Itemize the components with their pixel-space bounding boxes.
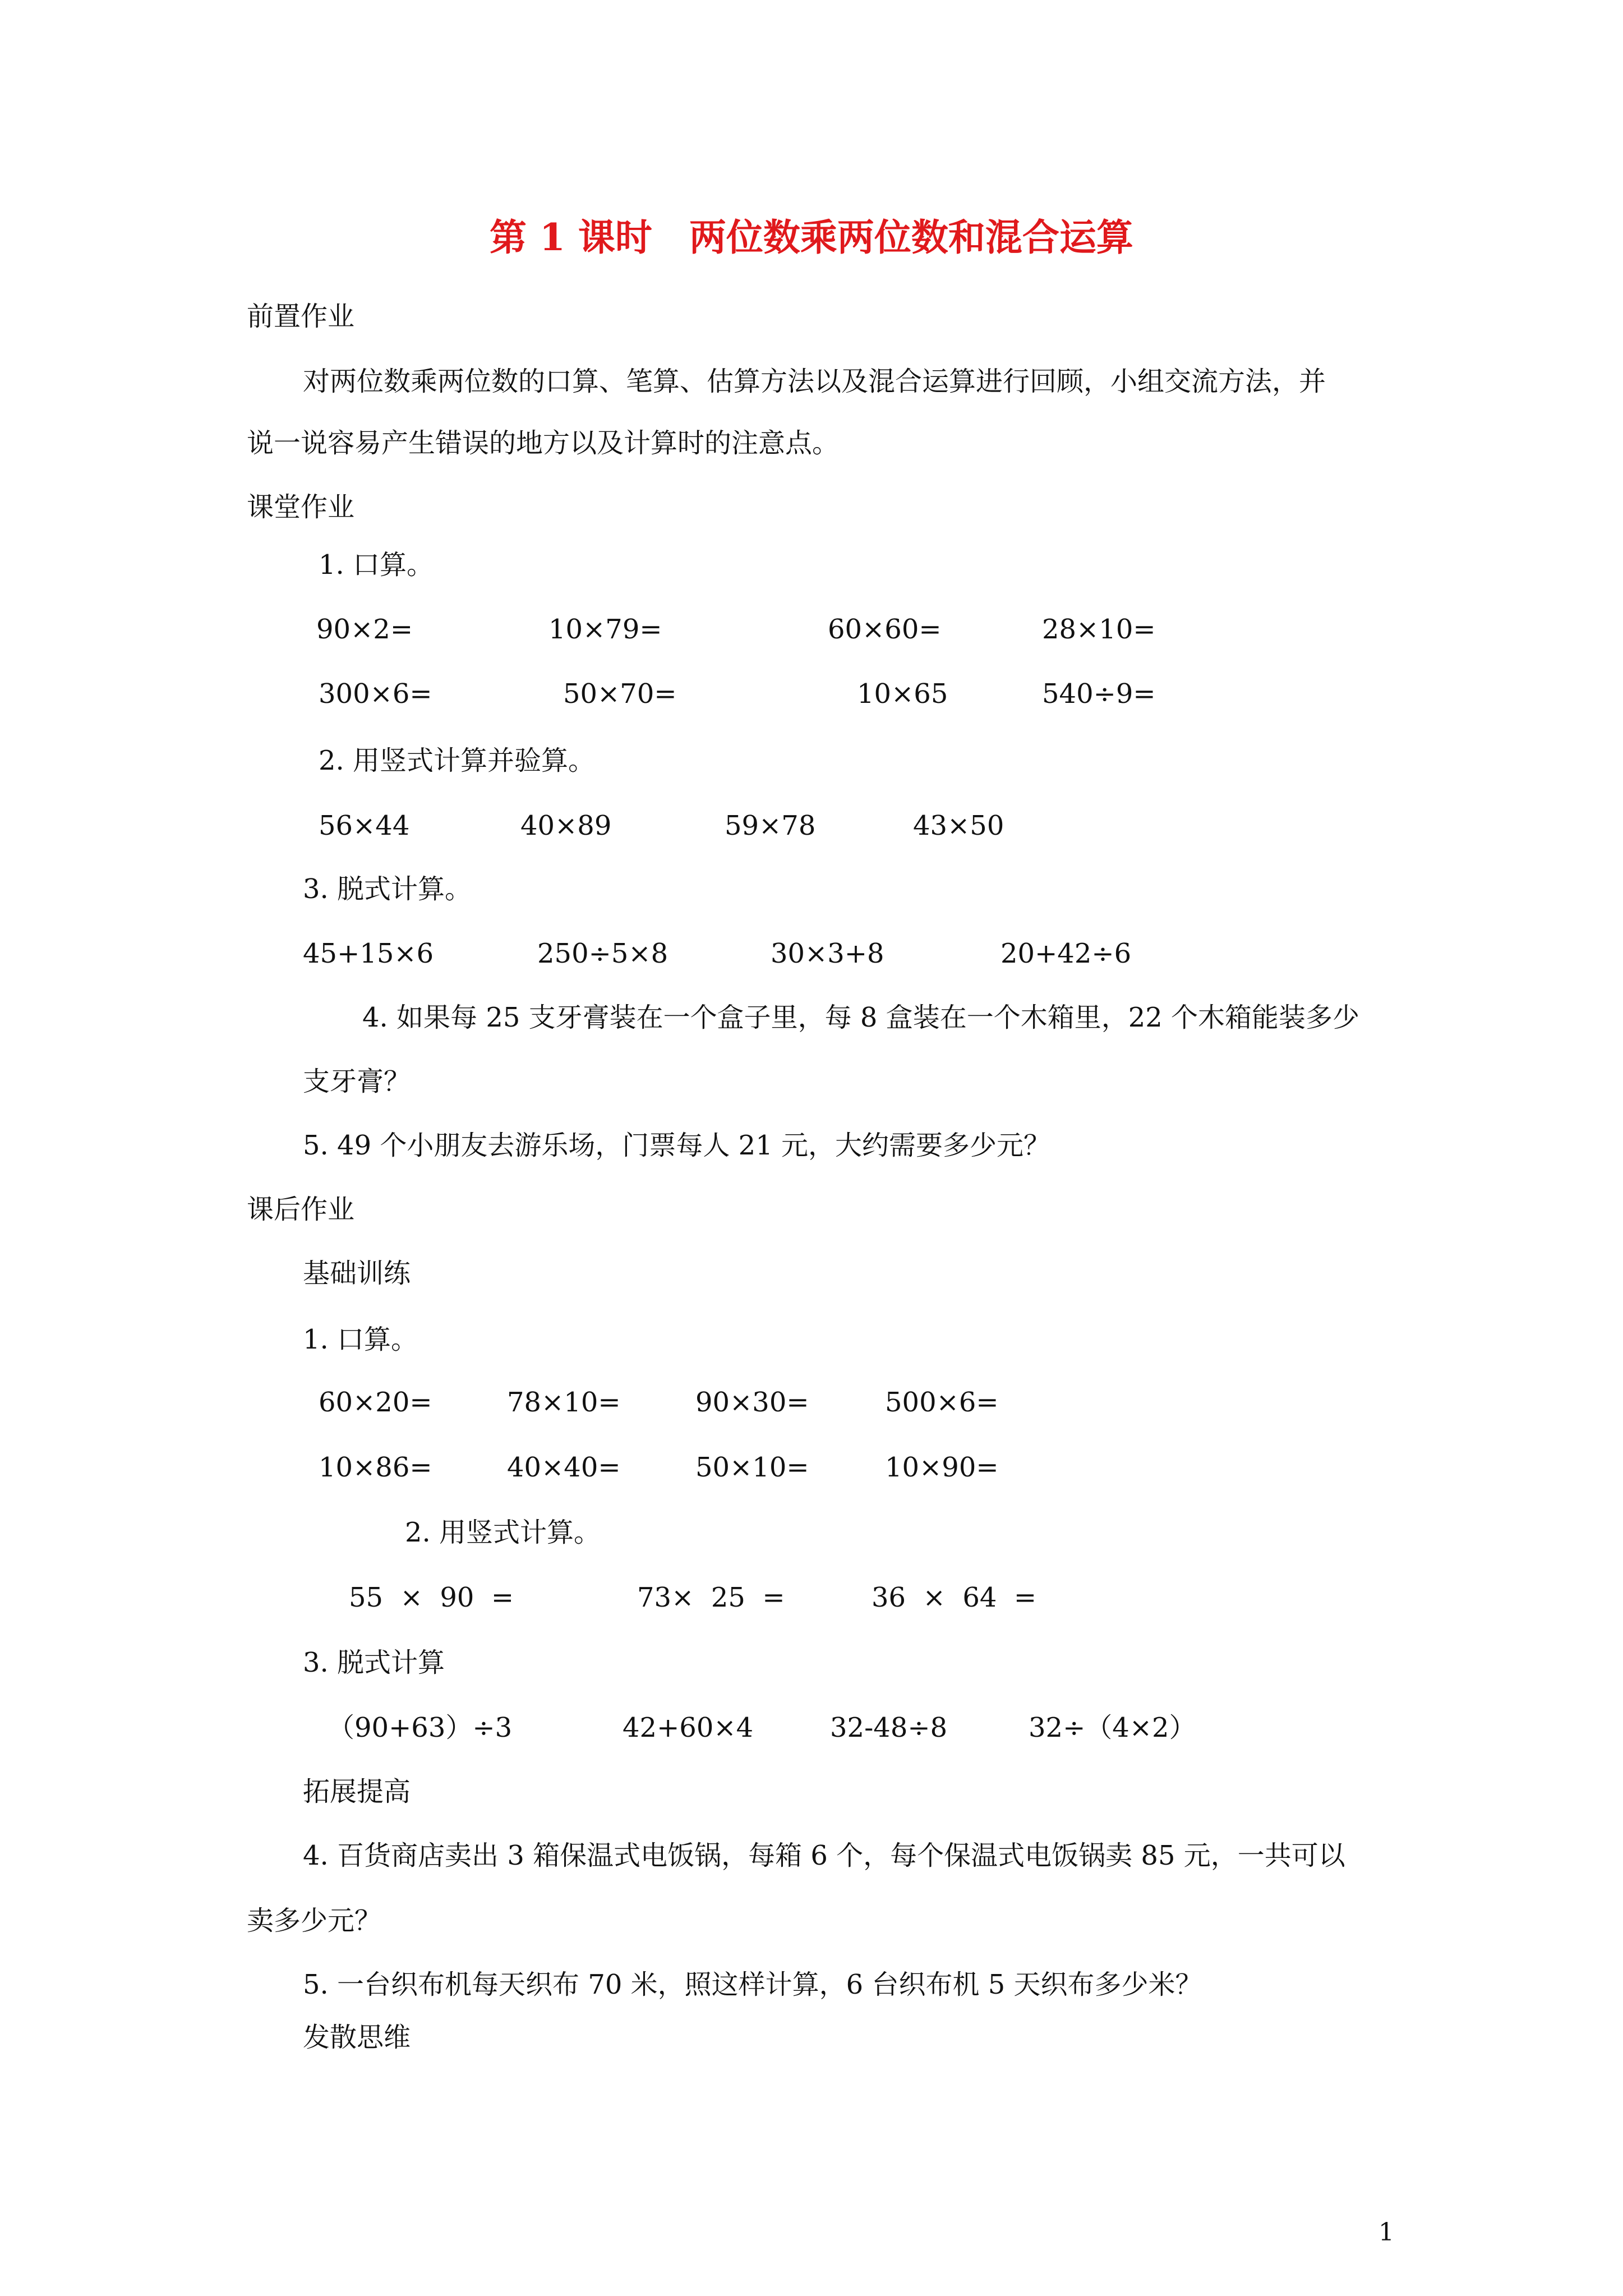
class-q1-item: 10×79= [548, 614, 662, 645]
after-q1-item: 50×10= [695, 1452, 809, 1483]
after-q1-title: 1. 口算。 [303, 1324, 418, 1355]
after-homework-heading: 课后作业 [247, 1194, 355, 1225]
after-q1-item: 90×30= [695, 1387, 809, 1418]
after-q1-item: 10×86= [319, 1452, 432, 1483]
after-q1-item: 10×90= [885, 1452, 999, 1483]
after-q2-item: 73× 25 = [637, 1582, 785, 1613]
extend-heading: 拓展提高 [303, 1776, 411, 1807]
class-q3-item: 20+42÷6 [1000, 938, 1132, 969]
divergent-thinking-heading: 发散思维 [303, 2022, 411, 2053]
class-q4-line2: 支牙膏？ [303, 1066, 411, 1097]
class-q2-item: 56×44 [319, 810, 410, 841]
class-q1-item: 540÷9= [1042, 678, 1156, 710]
after-q3-item: 42+60×4 [623, 1712, 754, 1743]
class-q4-line1: 4. 如果每 25 支牙膏装在一个盒子里，每 8 盒装在一个木箱里，22 个木箱能装多少 [362, 1002, 1360, 1033]
class-q3-item: 45+15×6 [303, 938, 434, 969]
after-q1-item: 78×10= [507, 1387, 621, 1418]
pre-homework-paragraph-line1: 对两位数乘两位数的口算、笔算、估算方法以及混合运算进行回顾，小组交流方法，并 [303, 366, 1326, 397]
class-q2-title: 2. 用竖式计算并验算。 [319, 745, 596, 776]
class-q1-item: 60×60= [828, 614, 942, 645]
after-q3-item: 32÷（4×2） [1029, 1712, 1196, 1743]
class-q1-item: 90×2= [316, 614, 413, 645]
page-number: 1 [1378, 2218, 1394, 2247]
pre-homework-paragraph-line2: 说一说容易产生错误的地方以及计算时的注意点。 [247, 427, 840, 459]
class-q1-item: 300×6= [319, 678, 432, 710]
class-homework-heading: 课堂作业 [247, 491, 355, 523]
class-q2-item: 43×50 [913, 810, 1004, 841]
class-q5: 5. 49 个小朋友去游乐场，门票每人 21 元，大约需要多少元？ [303, 1130, 1050, 1161]
after-q1-item: 40×40= [507, 1452, 621, 1483]
after-q4-line2: 卖多少元？ [247, 1905, 382, 1936]
class-q1-item: 10×65 [857, 678, 948, 710]
after-q1-item: 500×6= [885, 1387, 999, 1418]
after-q3-item: 32-48÷8 [830, 1712, 948, 1743]
pre-homework-heading: 前置作业 [247, 301, 355, 332]
page-title: 第 1 课时 两位数乘两位数和混合运算 [490, 215, 1133, 259]
after-q2-title: 2. 用竖式计算。 [405, 1517, 601, 1548]
after-q3-title: 3. 脱式计算 [303, 1647, 445, 1678]
basic-training-heading: 基础训练 [303, 1258, 411, 1289]
class-q3-item: 250÷5×8 [537, 938, 668, 969]
after-q5: 5. 一台织布机每天织布 70 米，照这样计算，6 台织布机 5 天织布多少米？ [303, 1969, 1202, 2000]
after-q2-item: 55 × 90 = [349, 1582, 514, 1613]
after-q4-line1: 4. 百货商店卖出 3 箱保温式电饭锅，每箱 6 个，每个保温式电饭锅卖 85 元，一共可以 [303, 1840, 1345, 1871]
class-q3-item: 30×3+8 [771, 938, 884, 969]
after-q3-item: （90+63）÷3 [328, 1712, 513, 1743]
class-q2-item: 40×89 [520, 810, 612, 841]
class-q1-title: 1. 口算。 [319, 549, 434, 581]
after-q2-item: 36 × 64 = [872, 1582, 1037, 1613]
class-q1-item: 50×70= [563, 678, 677, 710]
class-q3-title: 3. 脱式计算。 [303, 873, 472, 905]
class-q1-item: 28×10= [1042, 614, 1156, 645]
class-q2-item: 59×78 [725, 810, 816, 841]
after-q1-item: 60×20= [319, 1387, 432, 1418]
